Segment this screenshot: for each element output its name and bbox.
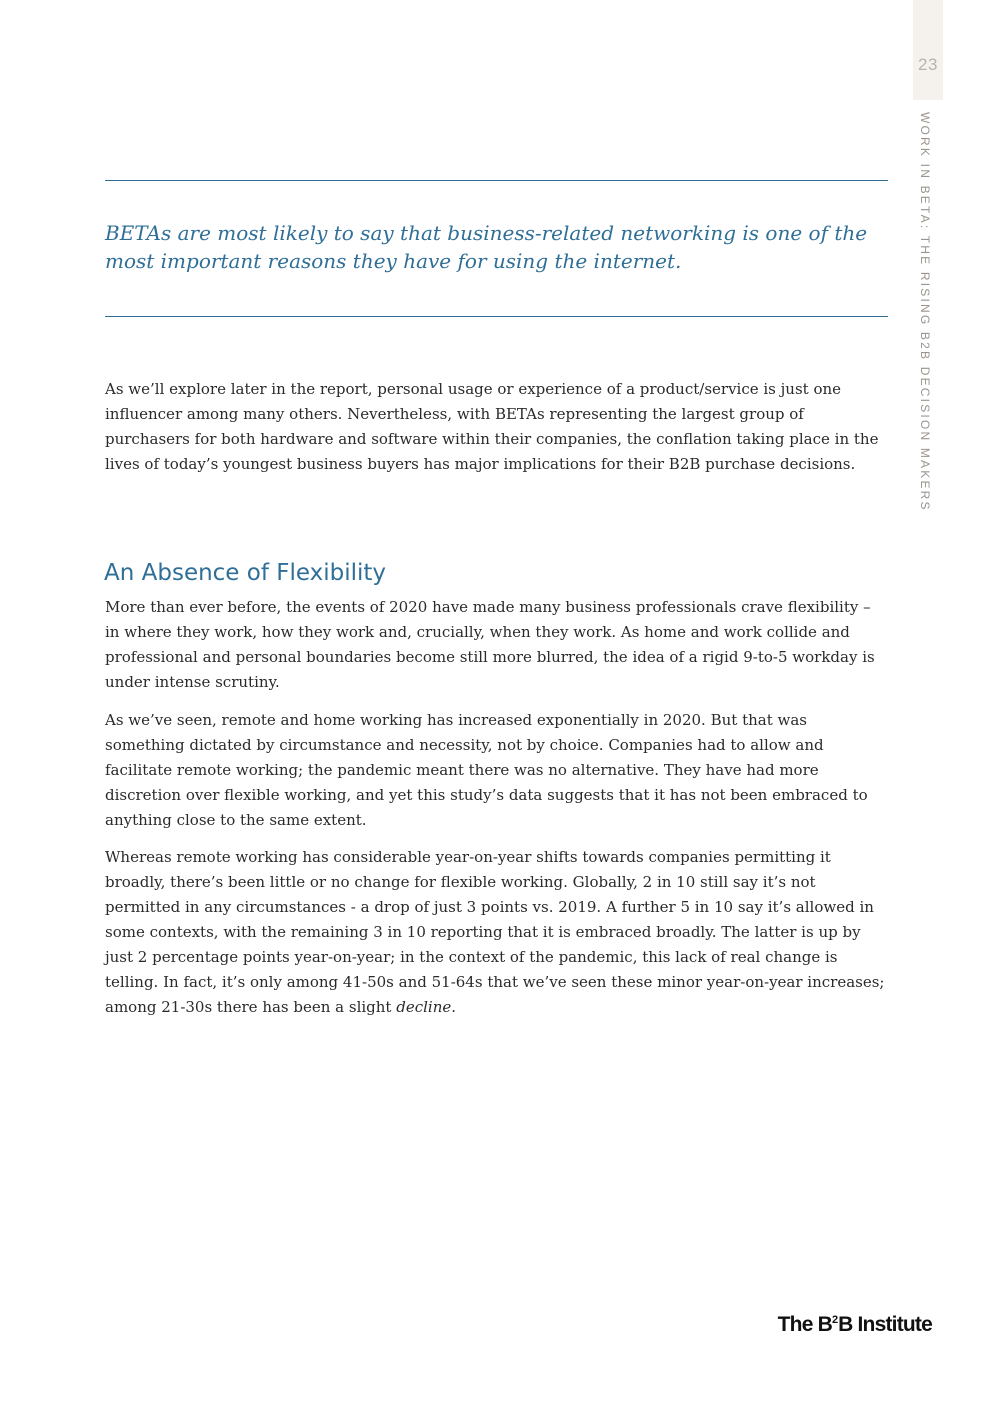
b2b-institute-logo: [778, 1313, 932, 1337]
logo-text-pre: The B: [777, 1313, 832, 1336]
pull-quote-top-rule: [105, 180, 888, 181]
body-paragraph-last: [105, 845, 888, 1020]
pull-quote: BETAs are most likely to say that business-related networking is one of the most important reasons they have for using the internet.: [105, 221, 868, 273]
body-paragraph-end: .: [451, 998, 457, 1016]
running-title: WORK IN BETA: THE RISING B2B DECISION MAKERS: [918, 112, 932, 512]
body-paragraph: As we’ve seen, remote and home working has increased exponentially in 2020. But that was something dictated by circumstance and necessity, not by choice. Companies had to allow and facilitate remote working; the pandemic meant there was no alternative. They have had more discretion over flexible working, and yet this study’s data suggests that it has not been embraced to anything close to the same extent.: [105, 711, 868, 829]
pull-quote-bottom-rule: [105, 316, 888, 317]
page-number: 23: [918, 55, 938, 74]
body-paragraph: More than ever before, the events of 2020 have made many business professionals crave flexibility – in where they work, how they work and, crucially, when they work. As home and work collide and professional and personal boundaries become still more blurred, the idea of a rigid 9-to-5 workday is under intense scrutiny.: [105, 598, 875, 691]
logo-text-post: B Institute: [838, 1313, 932, 1336]
section-heading: An Absence of Flexibility: [104, 560, 387, 586]
page-number-tab: [913, 0, 943, 100]
intro-paragraph: As we’ll explore later in the report, personal usage or experience of a product/service is just one influencer among many others. Nevertheless, with BETAs representing the largest group of purchasers for both hardware and software within their companies, the conflation taking place in the lives of today’s youngest business buyers has major implications for their B2B purchase decisions.: [105, 380, 879, 473]
body-paragraph-lead: Whereas remote working has considerable year-on-year shifts towards companies permitting it broadly, there’s been little or no change for flexible working. Globally, 2 in 10 still say it’s not permitted in any circumstances - a drop of just 3 points vs. 2019. A further 5 in 10 say it’s allowed in some contexts, with the remaining 3 in 10 reporting that it is embraced broadly. The latter is up by just 2 percentage points year-on-year; in the context of the pandemic, this lack of real change is telling. In fact, it’s only among 41-50s and 51-64s that we’ve seen these minor year-on-year increases; among 21-30s there has been a slight: [105, 848, 885, 1016]
logo-superscript: 2: [832, 1314, 839, 1326]
emphasis-decline: decline: [396, 998, 452, 1016]
